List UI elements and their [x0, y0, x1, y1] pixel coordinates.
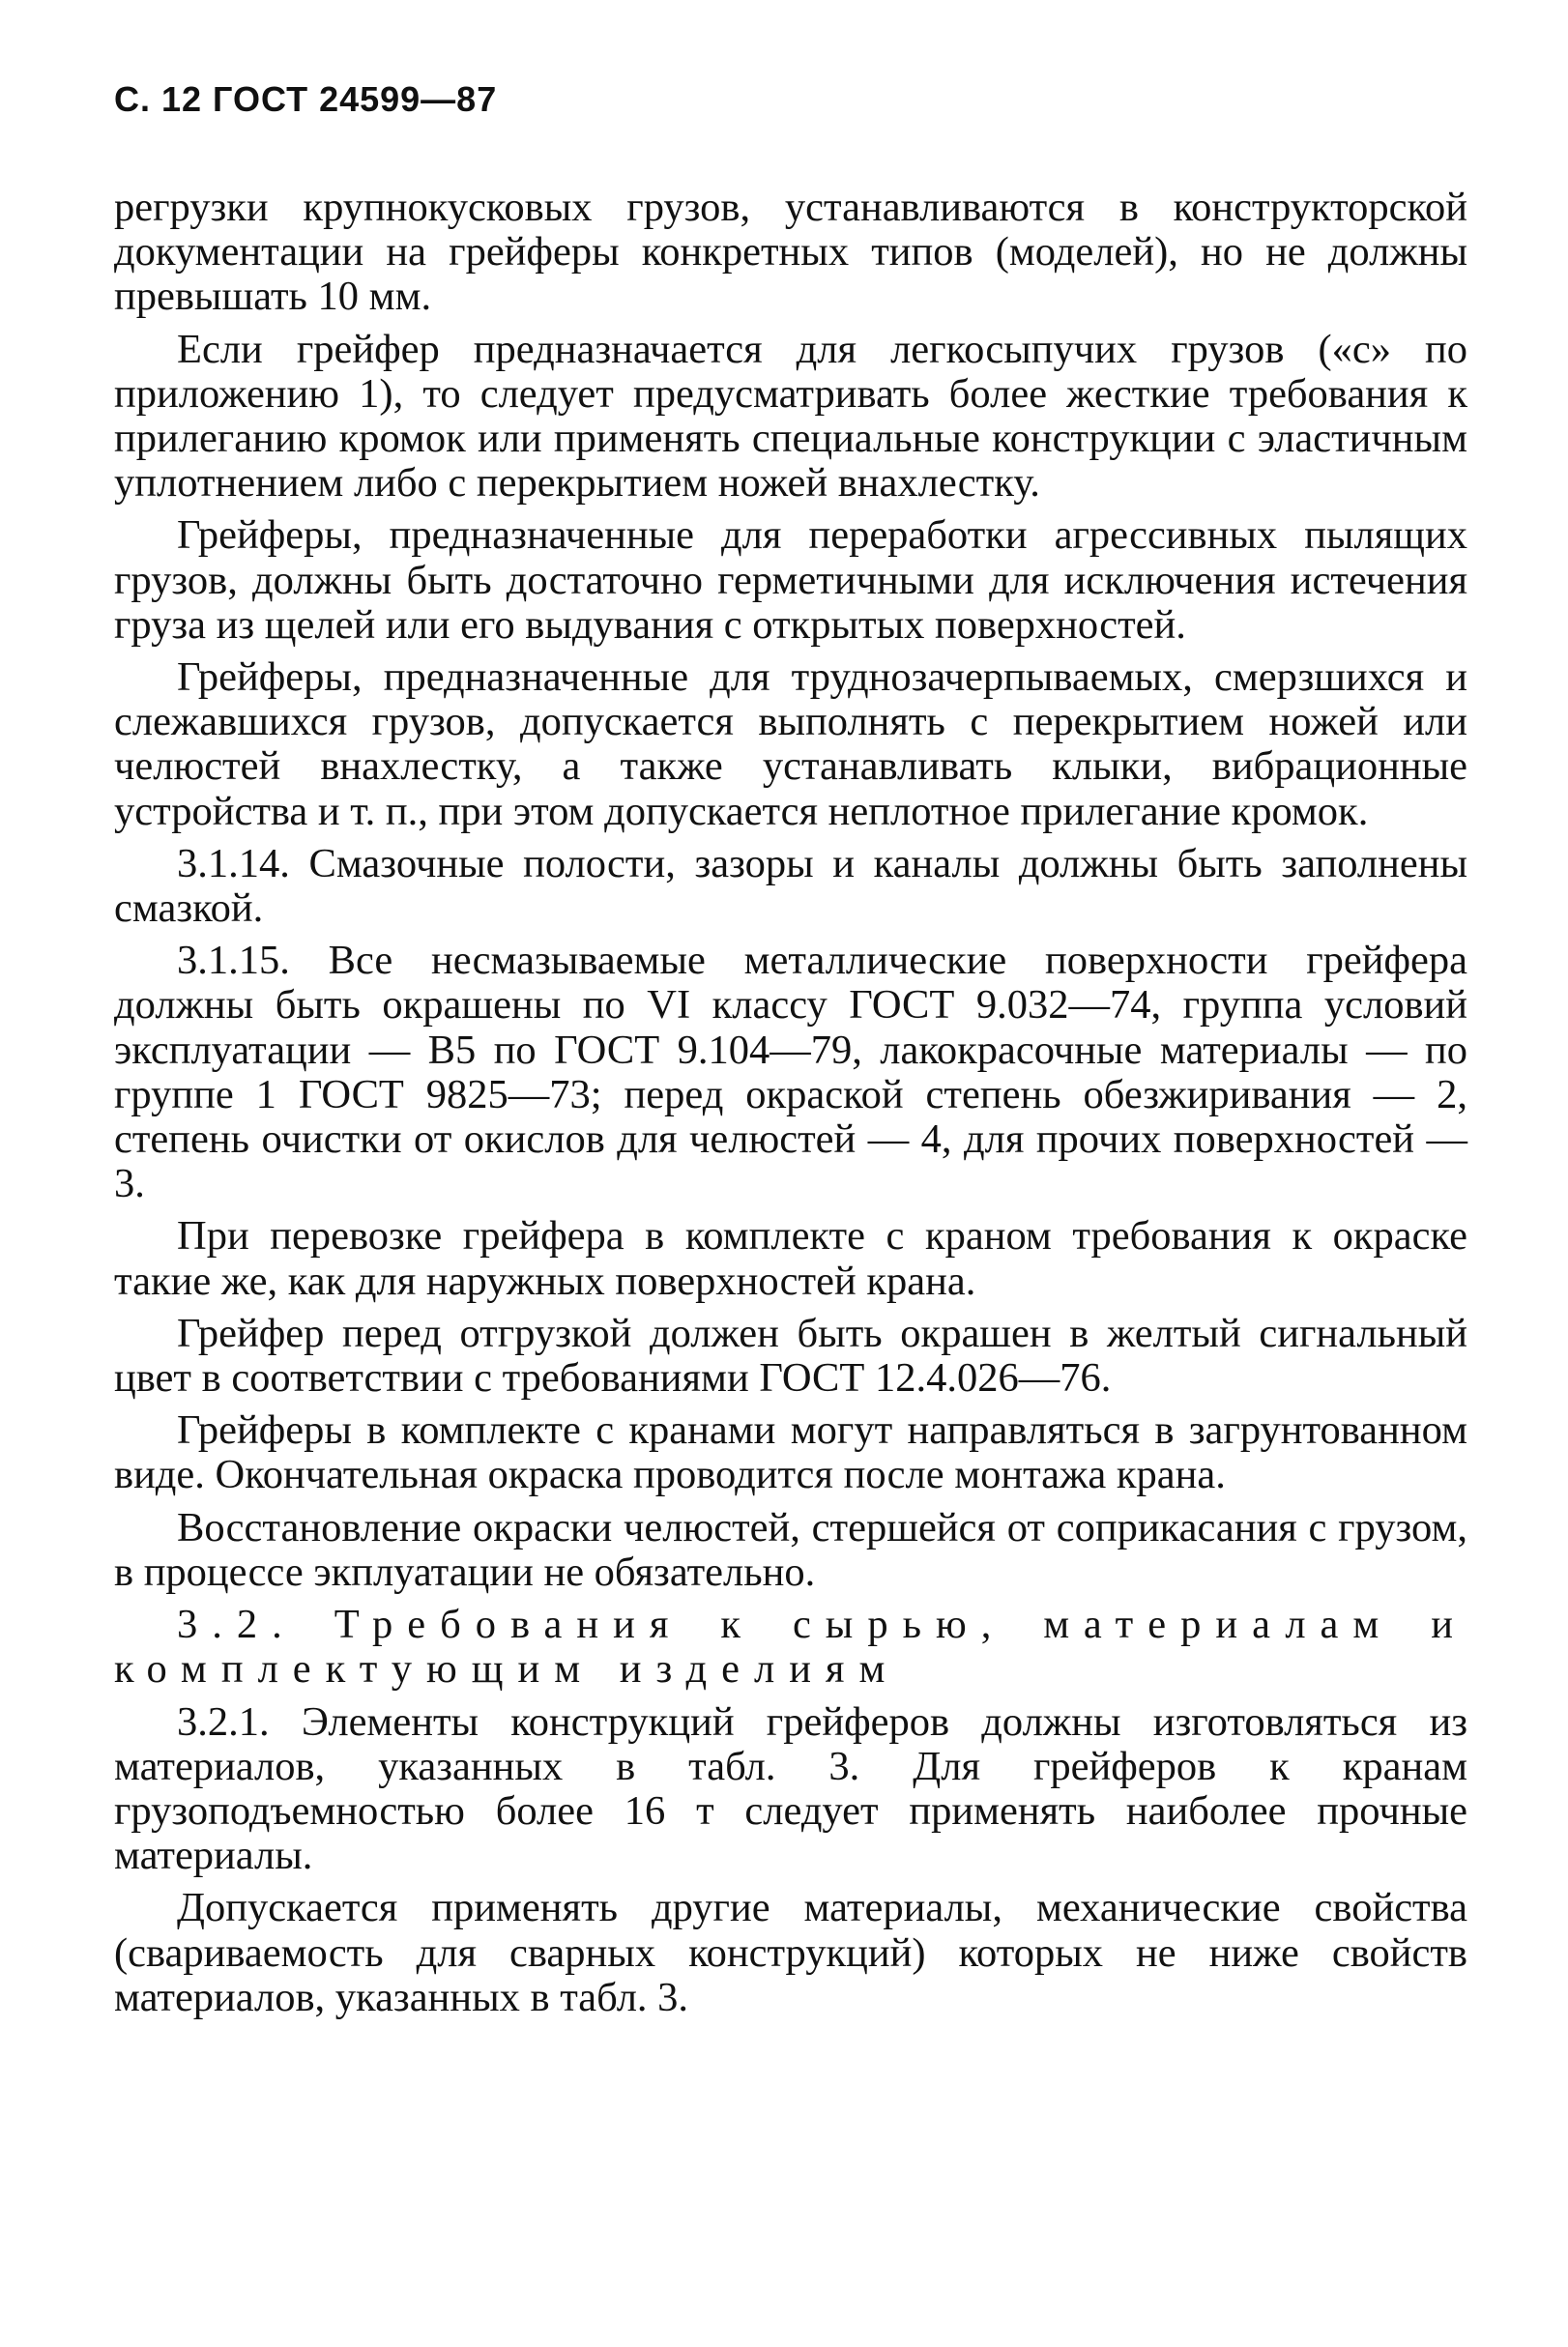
- paragraph-1: регрузки крупнокусковых грузов, устанавливаются в конструкторской документации на грейферы конкретных типов (моделей), но не должны превышать 10 мм.: [114, 185, 1467, 320]
- clause-3-1-15: 3.1.15. Все несмазываемые металлические поверхности грейфера должны быть окрашены по VI классу ГОСТ 9.032—74, группа условий эксплуатации — В5 по ГОСТ 9.104—79, лакокрасочные материалы — по группе 1 ГОСТ 9825—73; перед окраской степень обезжиривания — 2, степень очистки от окислов для челюстей — 4, для прочих поверхностей — 3.: [114, 938, 1467, 1207]
- paragraph-10: Восстановление окраски челюстей, стершейся от соприкасания с грузом, в процессе экплуатации не обязательно.: [114, 1504, 1467, 1595]
- paragraph-13: Допускается применять другие материалы, механические свойства (свариваемость для сварных конструкций) которых не ниже свойств материалов, указанных в табл. 3.: [114, 1885, 1467, 2020]
- clause-3-1-14: 3.1.14. Смазочные полости, зазоры и каналы должны быть заполнены смазкой.: [114, 840, 1467, 932]
- section-heading-3-2: 3.2. Требования к сырью, материалам и комплектующим изделиям: [114, 1602, 1467, 1693]
- clause-3-2-1: 3.2.1. Элементы конструкций грейферов должны изготовляться из материалов, указанных в табл. 3. Для грейферов к кранам грузоподъемностью более 16 т следует применять наиболее прочные материалы.: [114, 1698, 1467, 1879]
- paragraph-3: Грейферы, предназначенные для переработки агрессивных пылящих грузов, должны быть достаточно герметичными для исключения истечения груза из щелей или его выдувания с открытых поверхностей.: [114, 512, 1467, 648]
- paragraph-4: Грейферы, предназначенные для труднозачерпываемых, смерзшихся и слежавшихся грузов, допускается выполнять с перекрытием ножей или челюстей внахлестку, а также устанавливать клыки, вибрационные устройства и т. п., при этом допускается неплотное прилегание кромок.: [114, 654, 1467, 834]
- document-body: [114, 186, 1467, 2028]
- paragraph-2: Если грейфер предназначается для легкосыпучих грузов («с» по приложению 1), то следует предусматривать более жесткие требования к прилеганию кромок или применять специальные конструкции с эластичным уплотнением либо с перекрытием ножей внахлестку.: [114, 326, 1467, 507]
- page-header: С. 12 ГОСТ 24599—87: [114, 79, 498, 119]
- paragraph-7: При перевозке грейфера в комплекте с краном требования к окраске такие же, как для наружных поверхностей крана.: [114, 1213, 1467, 1304]
- paragraph-9: Грейферы в комплекте с кранами могут направляться в загрунтованном виде. Окончательная окраска проводится после монтажа крана.: [114, 1407, 1467, 1498]
- paragraph-8: Грейфер перед отгрузкой должен быть окрашен в желтый сигнальный цвет в соответствии с требованиями ГОСТ 12.4.026—76.: [114, 1310, 1467, 1402]
